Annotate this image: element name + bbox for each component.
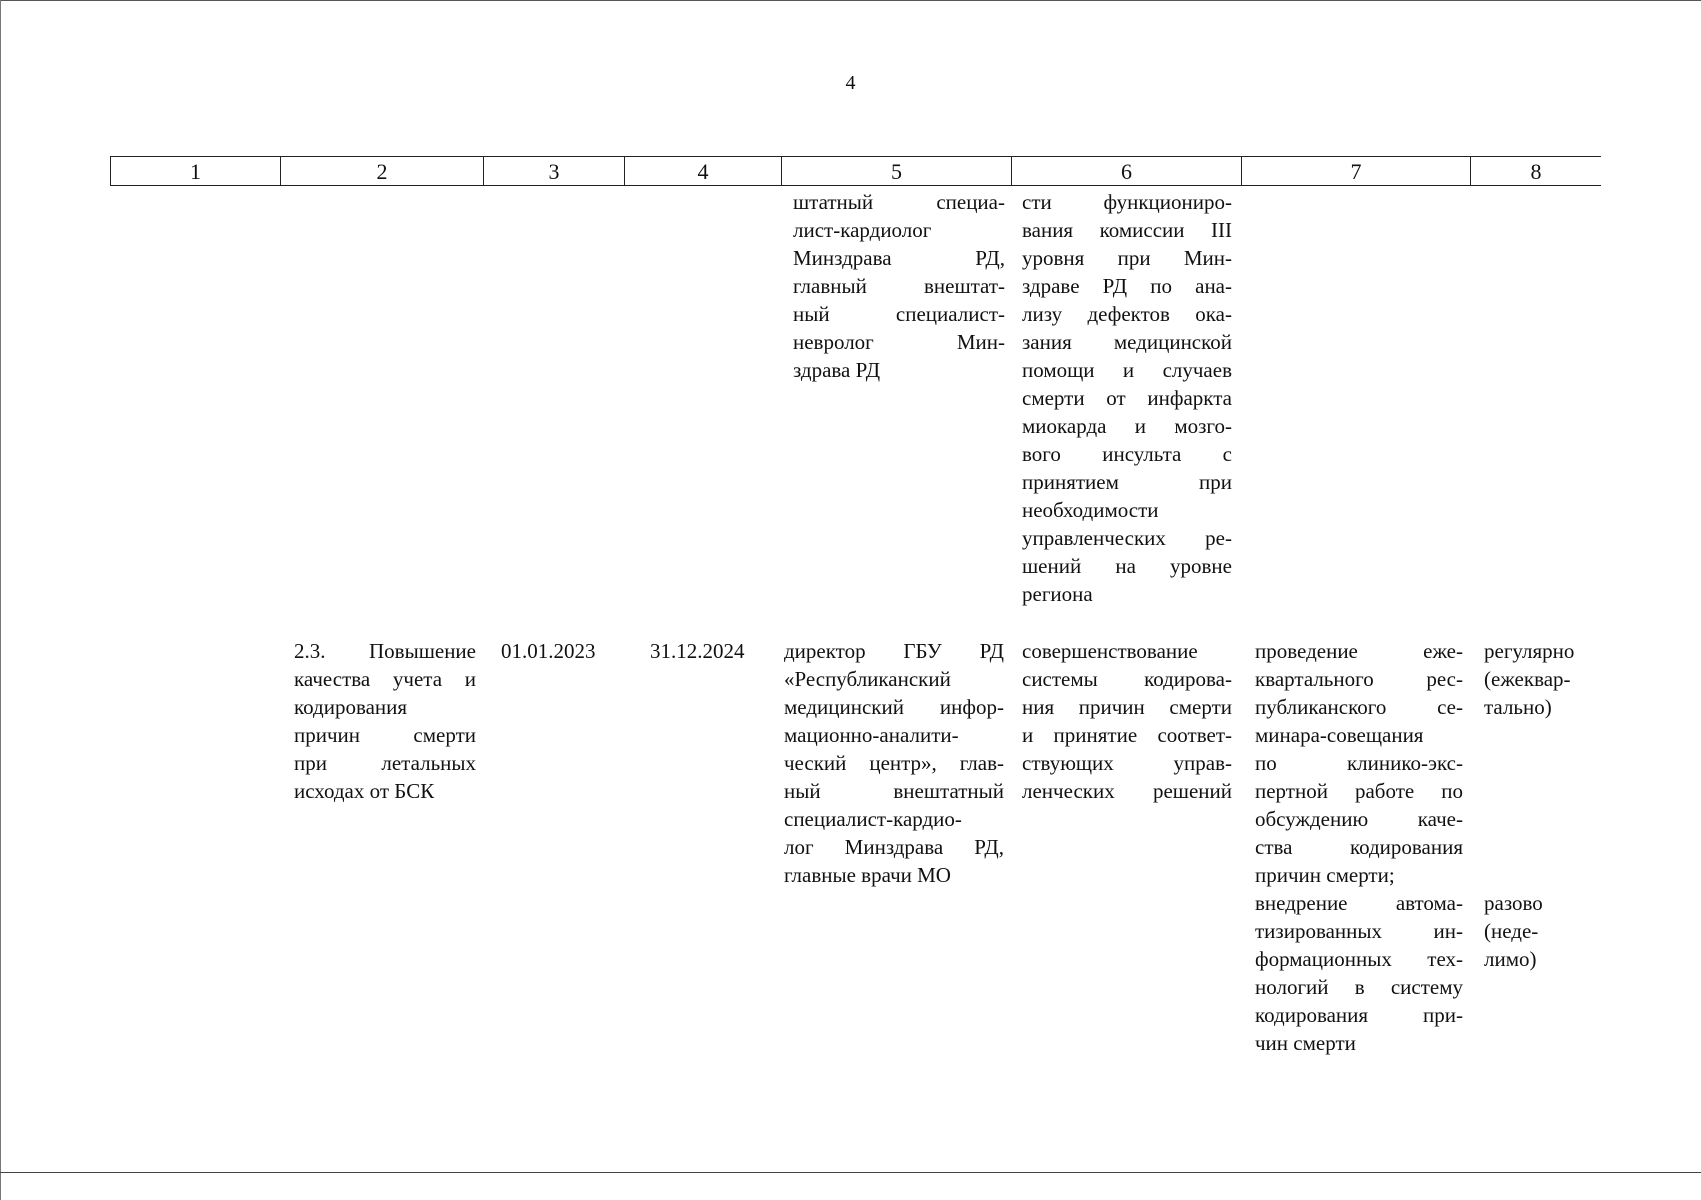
text-line: регулярно [1484, 639, 1575, 663]
header-col-3: 3 [483, 157, 624, 185]
text-line: минара-совещания [1255, 723, 1424, 747]
text-line: вого инсульта с [1022, 442, 1232, 466]
text-line: и принятие соответ- [1022, 723, 1232, 747]
text-line: ствующих управ- [1022, 751, 1232, 775]
text-line: системы кодирова- [1022, 667, 1232, 691]
text-line: исходах от БСК [294, 779, 435, 803]
page-edge-left [0, 0, 1, 1200]
text-line: уровня при Мин- [1022, 246, 1232, 270]
text-line: здрава РД [793, 358, 881, 382]
text-line: помощи и случаев [1022, 358, 1232, 382]
text-line: (неде- [1484, 919, 1539, 943]
page-number: 4 [845, 72, 856, 94]
text-line: главный внештат- [793, 274, 1005, 298]
continued-col6-text [1022, 188, 1232, 608]
text-line: Минздрава РД, [793, 246, 1005, 270]
text-line: причин смерти [294, 723, 476, 747]
text-line: чин смерти [1255, 1031, 1356, 1055]
text-line: ленческих решений [1022, 779, 1232, 803]
row-2-3-activity-seminar [1255, 637, 1463, 889]
text-line: тизированных ин- [1255, 919, 1463, 943]
row-2-3-responsible [784, 637, 1004, 889]
continued-col5-text [793, 188, 1005, 384]
row-2-3-end-date [650, 637, 770, 665]
text-line: ный специалист- [793, 302, 1005, 326]
text-line: директор ГБУ РД [784, 639, 1004, 663]
table-header-row [110, 156, 1601, 186]
text-line: мационно-аналити- [784, 723, 959, 747]
text-line: сти функциониро- [1022, 190, 1232, 214]
row-2-3-activity-automation [1255, 889, 1463, 1057]
text-line: лизу дефектов ока- [1022, 302, 1232, 326]
text-line: кодирования при- [1255, 1003, 1463, 1027]
text-line: квартального рес- [1255, 667, 1463, 691]
text-line: медицинский инфор- [784, 695, 1004, 719]
text-line: главные врачи МО [784, 863, 951, 887]
header-col-1: 1 [110, 157, 280, 185]
text-line: формационных тех- [1255, 947, 1463, 971]
page-edge-top [0, 0, 1701, 1]
text-line: здраве РД по ана- [1022, 274, 1232, 298]
text-line: (ежеквар- [1484, 667, 1571, 691]
header-col-2: 2 [280, 157, 483, 185]
text-line: миокарда и мозго- [1022, 414, 1232, 438]
text-line: кодирования [294, 695, 408, 719]
text-line: специалист-кардио- [784, 807, 962, 831]
text-line: лог Минздрава РД, [784, 835, 1004, 859]
text-line: вания комиссии III [1022, 218, 1232, 242]
text-line: разово [1484, 891, 1543, 915]
row-2-3-start-date [501, 637, 621, 665]
text-line: лимо) [1484, 947, 1537, 971]
text-line: зания медицинской [1022, 330, 1232, 354]
text-line: управленческих ре- [1022, 526, 1232, 550]
text-line: 2.3. Повышение [294, 639, 476, 663]
row-2-3-frequency-once [1484, 889, 1594, 973]
text-line: пертной работе по [1255, 779, 1463, 803]
text-line: обсуждению каче- [1255, 807, 1463, 831]
text-line: тально) [1484, 695, 1552, 719]
text-line: «Республиканский [784, 667, 951, 691]
text-line: публиканского се- [1255, 695, 1463, 719]
text-line: 01.01.2023 [501, 639, 596, 663]
text-line: проведение еже- [1255, 639, 1463, 663]
text-line: совершенствование [1022, 639, 1198, 663]
text-line: внедрение автома- [1255, 891, 1463, 915]
header-col-8: 8 [1470, 157, 1601, 185]
text-line: ческий центр», глав- [784, 751, 1004, 775]
row-2-3-frequency-regular [1484, 637, 1594, 721]
text-line: принятием при [1022, 470, 1232, 494]
text-line: региона [1022, 582, 1093, 606]
text-line: необходимости [1022, 498, 1159, 522]
text-line: качества учета и [294, 667, 476, 691]
text-line: смерти от инфаркта [1022, 386, 1232, 410]
text-line: штатный специа- [793, 190, 1005, 214]
text-line: при летальных [294, 751, 476, 775]
text-line: невролог Мин- [793, 330, 1005, 354]
header-col-5: 5 [781, 157, 1011, 185]
row-2-3-task-title [294, 637, 476, 805]
header-col-6: 6 [1011, 157, 1241, 185]
text-line: 31.12.2024 [650, 639, 745, 663]
text-line: ства кодирования [1255, 835, 1463, 859]
text-line: причин смерти; [1255, 863, 1395, 887]
text-line: ный внештатный [784, 779, 1004, 803]
text-line: по клинико-экс- [1255, 751, 1463, 775]
text-line: нологий в систему [1255, 975, 1463, 999]
page-edge-bottom [0, 1172, 1701, 1173]
row-2-3-result [1022, 637, 1232, 805]
header-col-7: 7 [1241, 157, 1470, 185]
text-line: лист-кардиолог [793, 218, 932, 242]
text-line: ния причин смерти [1022, 695, 1232, 719]
text-line: шений на уровне [1022, 554, 1232, 578]
header-col-4: 4 [624, 157, 781, 185]
